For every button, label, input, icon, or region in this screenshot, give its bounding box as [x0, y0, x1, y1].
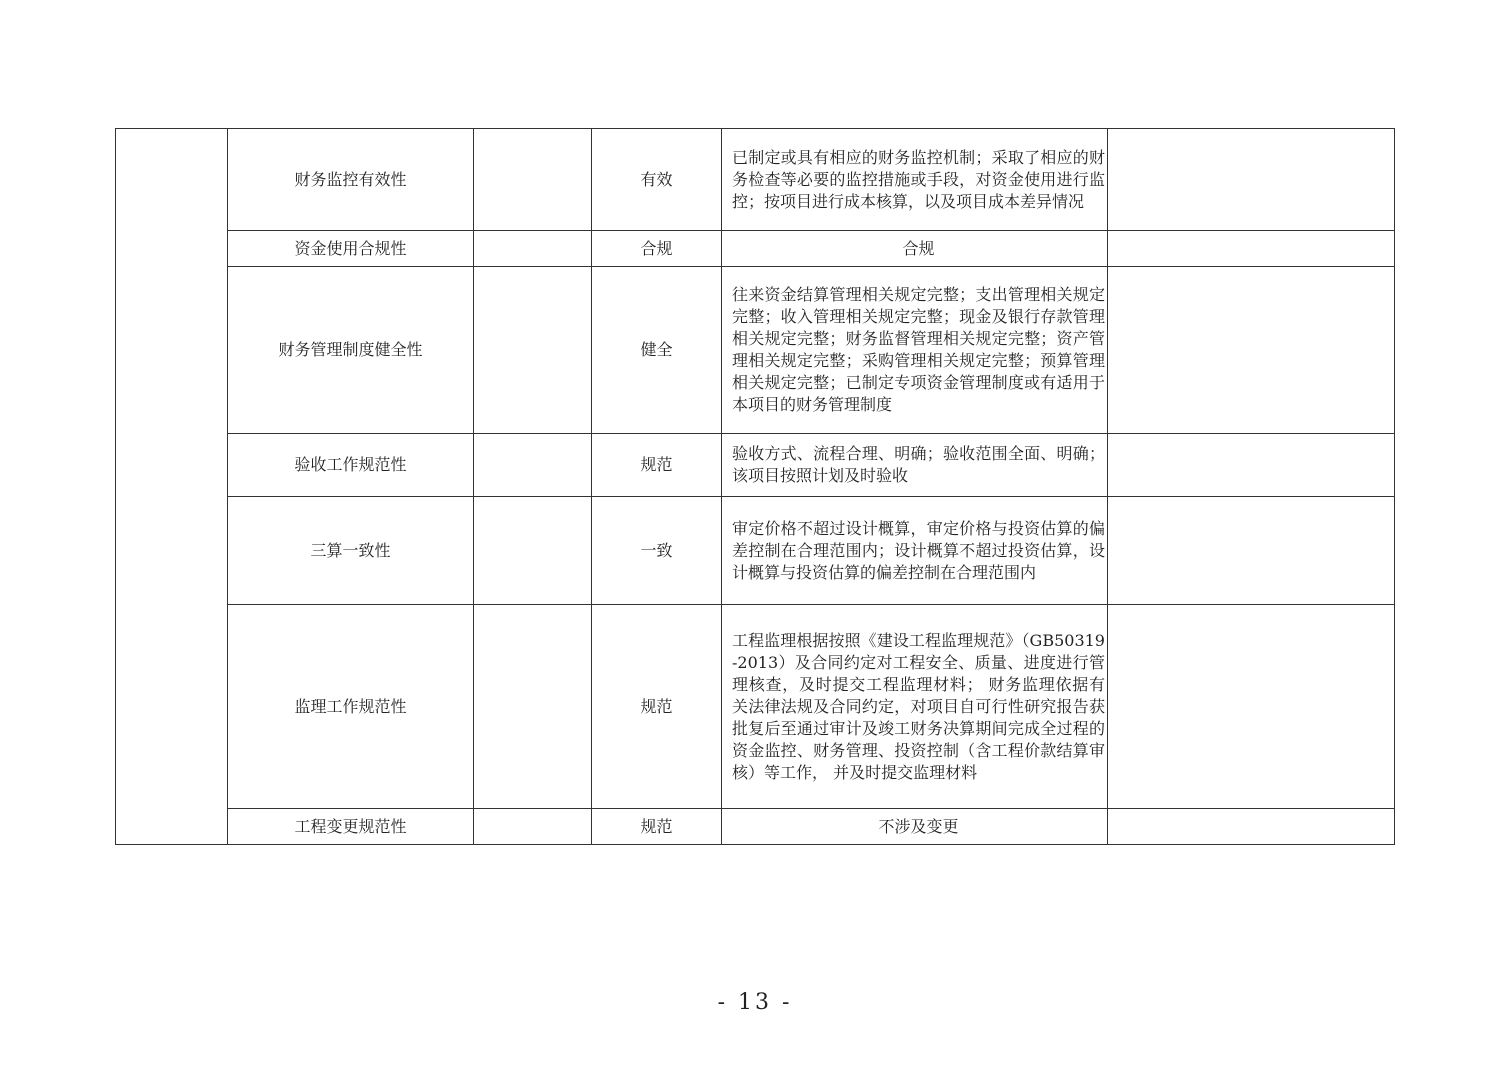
target-cell: [474, 434, 592, 497]
description-cell: 合规: [722, 231, 1108, 267]
description-cell: 审定价格不超过设计概算，审定价格与投资估算的偏差控制在合理范围内；设计概算不超过投资估算，设计概算与投资估算的偏差控制在合理范围内: [722, 497, 1108, 605]
indicator-cell: 工程变更规范性: [228, 809, 474, 845]
value-cell: 健全: [592, 267, 722, 434]
table-row: [116, 231, 1395, 267]
remark-cell: [1108, 809, 1395, 845]
remark-cell: [1108, 605, 1395, 809]
table-row: [116, 809, 1395, 845]
indicator-cell: 财务管理制度健全性: [228, 267, 474, 434]
value-cell: 规范: [592, 809, 722, 845]
value-cell: 一致: [592, 497, 722, 605]
description-cell: 已制定或具有相应的财务监控机制；采取了相应的财务检查等必要的监控措施或手段，对资金使用进行监控；按项目进行成本核算，以及项目成本差异情况: [722, 129, 1108, 231]
indicator-cell: 监理工作规范性: [228, 605, 474, 809]
description-cell: 验收方式、流程合理、明确；验收范围全面、明确；该项目按照计划及时验收: [722, 434, 1108, 497]
target-cell: [474, 129, 592, 231]
description-cell: 往来资金结算管理相关规定完整；支出管理相关规定完整；收入管理相关规定完整；现金及银行存款管理相关规定完整；财务监督管理相关规定完整；资产管理相关规定完整；采购管理相关规定完整；预算管理相关规定完整；已制定专项资金管理制度或有适用于本项目的财务管理制度: [722, 267, 1108, 434]
value-cell: 有效: [592, 129, 722, 231]
table-row: [116, 129, 1395, 231]
target-cell: [474, 605, 592, 809]
indicator-cell: 资金使用合规性: [228, 231, 474, 267]
indicator-cell: 验收工作规范性: [228, 434, 474, 497]
table-row: [116, 267, 1395, 434]
remark-cell: [1108, 497, 1395, 605]
remark-cell: [1108, 231, 1395, 267]
table-row: [116, 497, 1395, 605]
remark-cell: [1108, 267, 1395, 434]
table-row: [116, 605, 1395, 809]
value-cell: 规范: [592, 434, 722, 497]
indicator-cell: 三算一致性: [228, 497, 474, 605]
target-cell: [474, 809, 592, 845]
evaluation-table: [115, 128, 1395, 845]
page-number: - 13 -: [717, 990, 793, 1015]
table-row: [116, 434, 1395, 497]
target-cell: [474, 231, 592, 267]
description-cell: 工程监理根据按照《建设工程监理规范》（GB50319-2013）及合同约定对工程安全、质量、进度进行管理核查，及时提交工程监理材料； 财务监理依据有关法律法规及合同约定，对项目自可行性研究报告获批复后至通过审计及竣工财务决算期间完成全过程的资金监控、财务管理、投资控制（含工程价款结算审核）等工作， 并及时提交监理材料: [722, 605, 1108, 809]
remark-cell: [1108, 434, 1395, 497]
category-cell: [116, 129, 228, 845]
description-cell: 不涉及变更: [722, 809, 1108, 845]
indicator-cell: 财务监控有效性: [228, 129, 474, 231]
target-cell: [474, 497, 592, 605]
value-cell: 合规: [592, 231, 722, 267]
value-cell: 规范: [592, 605, 722, 809]
remark-cell: [1108, 129, 1395, 231]
target-cell: [474, 267, 592, 434]
